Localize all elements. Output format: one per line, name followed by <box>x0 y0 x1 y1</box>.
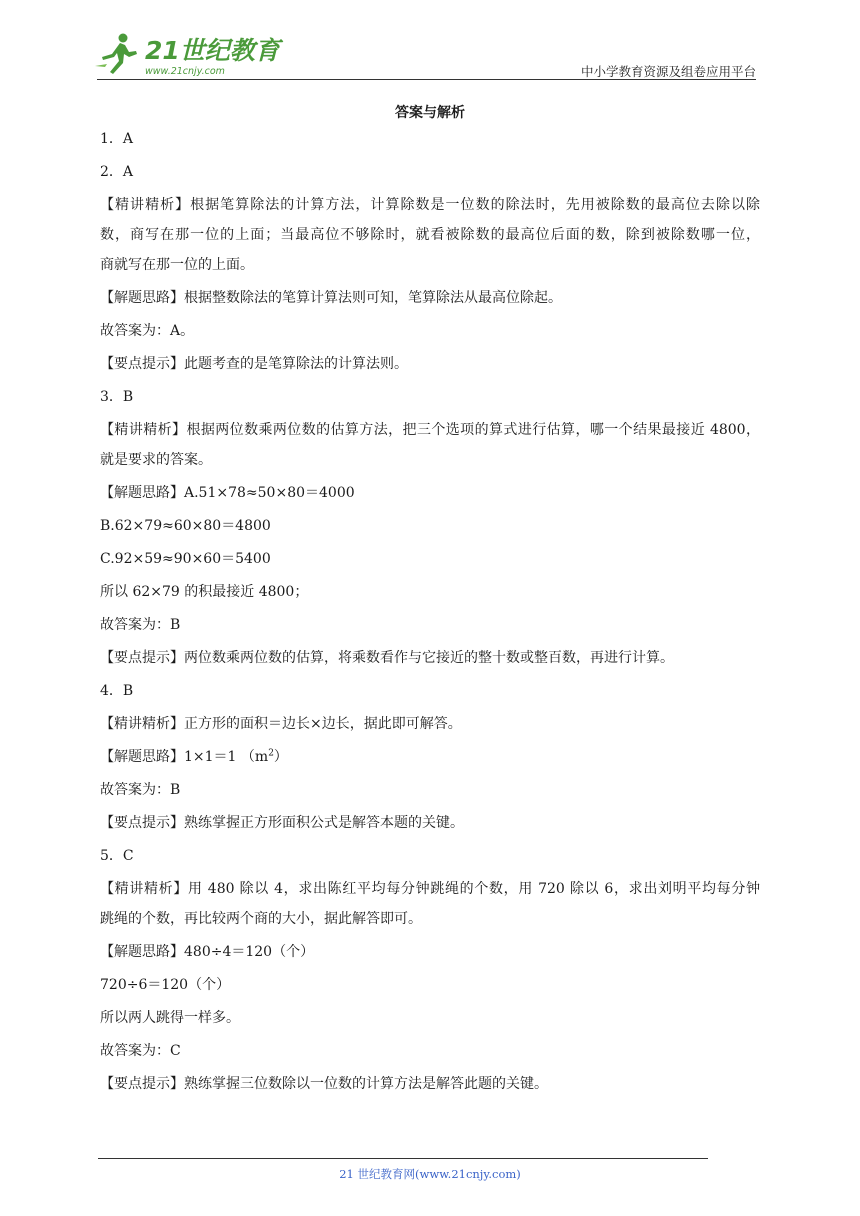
answer-2: 2．A <box>100 164 134 180</box>
tip-line: 【要点提示】熟练掌握正方形面积公式是解答本题的关键。 <box>100 815 464 831</box>
analysis-line: 【精讲精析】用 480 除以 4，求出陈红平均每分钟跳绳的个数，用 720 除以 6，求出刘明平均每分钟 <box>100 881 760 897</box>
logo-text: 21世纪教育 <box>145 36 280 65</box>
conclusion-line: 故答案为：B <box>100 617 181 633</box>
answer-3: 3．B <box>100 389 134 405</box>
solution-line: B.62×79≈60×80＝4800 <box>100 518 271 534</box>
analysis-line: 跳绳的个数，再比较两个商的大小，据此解答即可。 <box>100 911 422 927</box>
logo-url: www.21cnjy.com <box>145 66 225 77</box>
analysis-line: 【精讲精析】根据两位数乘两位数的估算方法，把三个选项的算式进行估算，哪一个结果最接近 4800， <box>100 422 760 438</box>
answer-5: 5．C <box>100 848 134 864</box>
platform-name: 中小学教育资源及组卷应用平台 <box>580 64 756 79</box>
answer-content <box>100 127 760 1105</box>
page-title: 答案与解析 <box>395 105 465 121</box>
solution-line: 【解题思路】A.51×78≈50×80＝4000 <box>100 485 355 501</box>
analysis-line: 就是要求的答案。 <box>100 452 212 468</box>
solution-text: 【解题思路】1×1＝1 （m <box>100 749 269 765</box>
unit-close: ） <box>273 749 288 765</box>
solution-line <box>100 745 760 778</box>
site-logo <box>93 30 280 80</box>
solution-line: 【解题思路】480÷4＝120（个） <box>100 944 315 960</box>
conclusion-line: 故答案为：C <box>100 1043 181 1059</box>
page-header <box>0 0 860 82</box>
solution-line: 【解题思路】根据整数除法的笔算计算法则可知，笔算除法从最高位除起。 <box>100 290 562 306</box>
solution-line: 所以 62×79 的积最接近 4800； <box>100 584 309 600</box>
answer-1: 1．A <box>100 131 134 147</box>
analysis-line: 【精讲精析】根据笔算除法的计算方法，计算除数是一位数的除法时，先用被除数的最高位去除以除 <box>100 197 760 213</box>
conclusion-line: 故答案为：A。 <box>100 323 195 339</box>
analysis-line: 商就写在那一位的上面。 <box>100 257 254 273</box>
tip-line: 【要点提示】熟练掌握三位数除以一位数的计算方法是解答此题的关键。 <box>100 1076 548 1092</box>
tip-line: 【要点提示】两位数乘两位数的估算，将乘数看作与它接近的整十数或整百数，再进行计算。 <box>100 650 674 666</box>
tip-line: 【要点提示】此题考查的是笔算除法的计算法则。 <box>100 356 408 372</box>
solution-line: 所以两人跳得一样多。 <box>100 1010 240 1026</box>
conclusion-line: 故答案为：B <box>100 782 181 798</box>
unit-superscript: 2 <box>268 748 274 759</box>
solution-line: C.92×59≈90×60＝5400 <box>100 551 271 567</box>
footer-text: 21 世纪教育网(www.21cnjy.com) <box>339 1167 521 1181</box>
answer-4: 4．B <box>100 683 134 699</box>
runner-icon <box>95 34 137 75</box>
solution-line: 720÷6＝120（个） <box>100 977 231 993</box>
analysis-line: 数，商写在那一位的上面；当最高位不够除时，就看被除数的最高位后面的数，除到被除数哪一位， <box>100 227 760 243</box>
header-divider <box>97 79 756 80</box>
footer-divider <box>98 1158 708 1159</box>
analysis-line: 【精讲精析】正方形的面积＝边长×边长，据此即可解答。 <box>100 716 462 732</box>
